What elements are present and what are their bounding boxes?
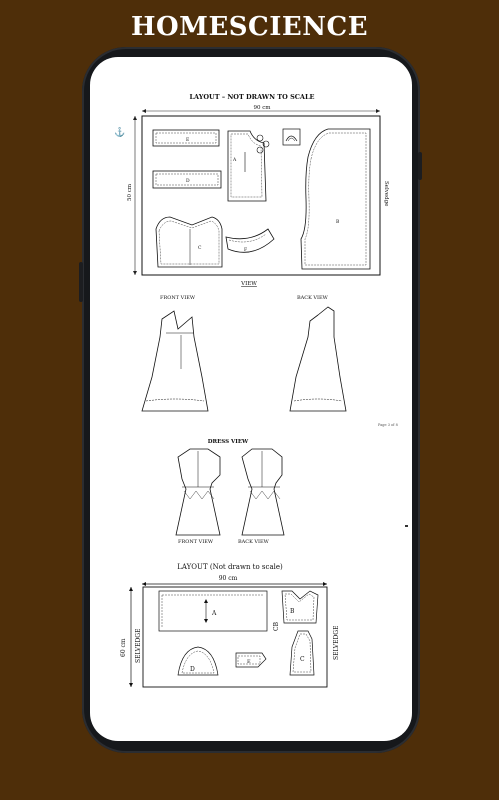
app-title: HOMESCIENCE xyxy=(130,12,369,42)
page1-selvedge-label: Selvedge xyxy=(383,181,389,207)
page2-height-label: 60 cm xyxy=(120,638,127,657)
piece-E2-label: E xyxy=(247,659,251,665)
scroll-indicator[interactable] xyxy=(405,525,408,527)
phone-side-button[interactable] xyxy=(79,262,83,302)
page1-title: LAYOUT – NOT DRAWN TO SCALE xyxy=(189,93,315,101)
piece-C2-label: C xyxy=(300,656,305,663)
piece-D-label: D xyxy=(186,179,190,184)
document-viewer[interactable] xyxy=(90,57,412,741)
phone-power-button[interactable] xyxy=(418,152,422,180)
document-pages[interactable] xyxy=(102,89,402,737)
page2-title: DRESS VIEW xyxy=(207,439,249,445)
page2-cb-label: CB xyxy=(273,622,280,631)
page2-layout-title: LAYOUT (Not drawn to scale) xyxy=(177,563,283,571)
layout-page-2 xyxy=(102,435,402,735)
front-view-label: FRONT VIEW xyxy=(160,295,196,301)
page1-page-number: Page 3 of 8 xyxy=(378,423,398,427)
piece-B-label: B xyxy=(336,220,340,225)
piece-B2-label: B xyxy=(290,608,295,615)
page2-front-view-label: FRONT VIEW xyxy=(178,539,214,545)
page2-back-view-label: BACK VIEW xyxy=(238,539,269,545)
piece-C-label: C xyxy=(198,246,202,251)
layout-page-1 xyxy=(102,89,402,429)
page2-width-label: 90 cm xyxy=(218,575,238,582)
page1-width-label: 90 cm xyxy=(253,105,271,111)
page1-view-label: VIEW xyxy=(241,281,257,287)
piece-D2-label: D xyxy=(190,666,195,673)
piece-A2-label: A xyxy=(212,610,217,617)
page1-height-label: 50 cm xyxy=(127,183,133,201)
piece-E-label: E xyxy=(186,138,190,143)
piece-F-label: F xyxy=(244,248,248,253)
anchor-icon: ⚓ xyxy=(114,128,126,138)
piece-A-label: A xyxy=(233,158,237,163)
page2-selvedge-right: SELVEDGE xyxy=(333,625,340,660)
page2-selvedge-left: SELVEDGE xyxy=(135,628,142,663)
back-view-label: BACK VIEW xyxy=(297,295,328,301)
